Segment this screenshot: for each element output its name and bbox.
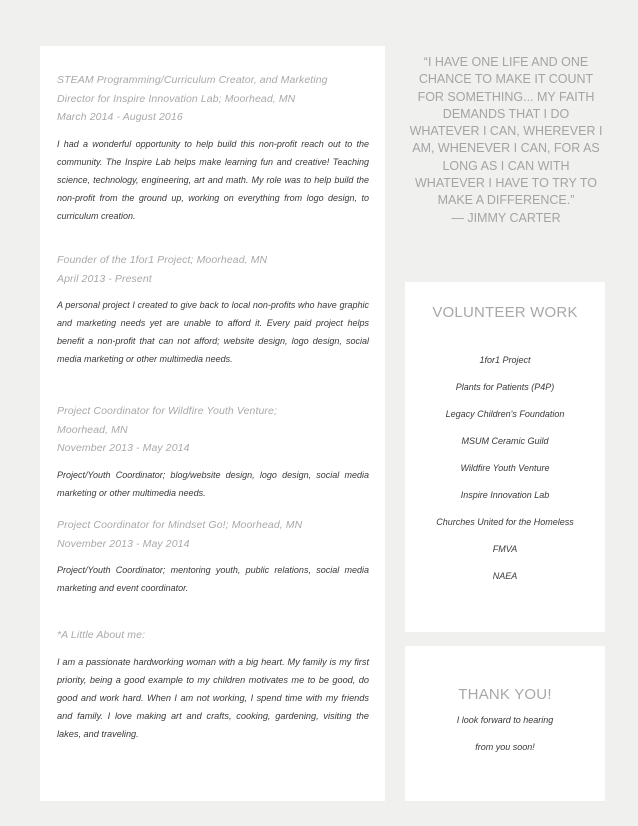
job-title bbox=[57, 71, 369, 127]
quote-author: — JIMMY CARTER bbox=[451, 210, 561, 225]
job-description: Project/Youth Coordinator; mentoring youth, public relations, social media marketing and event coordinator. bbox=[57, 565, 369, 593]
job-entry-wildfire bbox=[57, 402, 369, 502]
job-dates: March 2014 - August 2016 bbox=[57, 111, 183, 123]
job-title bbox=[57, 516, 369, 553]
job-description: I had a wonderful opportunity to help build this non-profit reach out to the community. The Inspire Lab helps make learning fun and creative! Teaching science, technology, engineering, art and math. My role was to help build the non-profit from the ground up, working on everything from logo design, to curriculum creation. bbox=[57, 138, 369, 221]
thank-you-title: THANK YOU! bbox=[458, 686, 552, 703]
job-title bbox=[57, 251, 369, 288]
about-me-section bbox=[57, 626, 369, 743]
volunteer-item: NAEA bbox=[492, 571, 518, 581]
job-title-line: Director for Inspire Innovation Lab; Moorhead, MN bbox=[57, 92, 296, 105]
volunteer-item: Wildfire Youth Venture bbox=[460, 463, 550, 473]
job-title-line: STEAM Programming/Curriculum Creator, and Marketing bbox=[57, 74, 328, 86]
quote-block bbox=[408, 54, 604, 227]
volunteer-item: Inspire Innovation Lab bbox=[460, 490, 550, 500]
job-dates: April 2013 - Present bbox=[57, 272, 152, 285]
volunteer-item: FMVA bbox=[492, 544, 518, 554]
thank-you-line: from you soon! bbox=[475, 742, 535, 752]
job-entry-mindset bbox=[57, 516, 369, 597]
job-title bbox=[57, 402, 369, 458]
volunteer-item: Plants for Patients (P4P) bbox=[455, 382, 555, 392]
volunteer-item: MSUM Ceramic Guild bbox=[461, 436, 549, 446]
job-title-line: Project Coordinator for Wildfire Youth Venture; bbox=[57, 405, 277, 417]
job-entry-inspire-lab bbox=[57, 71, 369, 225]
volunteer-list bbox=[405, 347, 605, 590]
quote-text: “I HAVE ONE LIFE AND ONE CHANCE TO MAKE IT COUNT FOR SOMETHING... MY FAITH DEMANDS THAT I DO WHATEVER I CAN, WHEREVER I AM, WHENEVER I CAN, FOR AS LONG AS I CAN WITH WHATEVER I HAVE TO TRY TO MAKE A DIFFERENCE.” bbox=[409, 55, 603, 208]
job-description: Project/Youth Coordinator; blog/website design, logo design, social media marketing or other multimedia needs. bbox=[57, 469, 369, 498]
volunteer-item: 1for1 Project bbox=[479, 355, 531, 365]
experience-panel bbox=[40, 46, 385, 801]
volunteer-work-title: VOLUNTEER WORK bbox=[432, 304, 578, 321]
volunteer-item: Churches United for the Homeless bbox=[436, 517, 574, 527]
about-me-heading: *A Little About me: bbox=[57, 629, 146, 641]
job-dates: November 2013 - May 2014 bbox=[57, 537, 190, 550]
job-dates: November 2013 - May 2014 bbox=[57, 442, 190, 454]
volunteer-work-box bbox=[405, 282, 605, 632]
volunteer-item: Legacy Children's Foundation bbox=[445, 409, 565, 419]
job-entry-1for1 bbox=[57, 251, 369, 368]
thank-you-line: I look forward to hearing bbox=[456, 715, 554, 725]
thank-you-box bbox=[405, 646, 605, 801]
job-description: A personal project I created to give back to local non-profits who have graphic and marketing needs yet are unable to afford it. Every paid project helps benefit a non-profit that can not afford; website design, logo design, social media marketing or other multimedia needs. bbox=[57, 300, 369, 364]
job-title-line: Project Coordinator for Mindset Go!; Moorhead, MN bbox=[57, 519, 303, 531]
job-title-line: Moorhead, MN bbox=[57, 423, 128, 436]
about-me-text: I am a passionate hardworking woman with a big heart. My family is my first priority, being a good example to my children motivates me to be good, do good and work hard. When I am not working, I spend time with my friends and family. I love making art and crafts, cooking, gardening, visiting the lakes, and traveling. bbox=[57, 656, 369, 739]
job-title-line: Founder of the 1for1 Project; Moorhead, MN bbox=[57, 254, 268, 266]
